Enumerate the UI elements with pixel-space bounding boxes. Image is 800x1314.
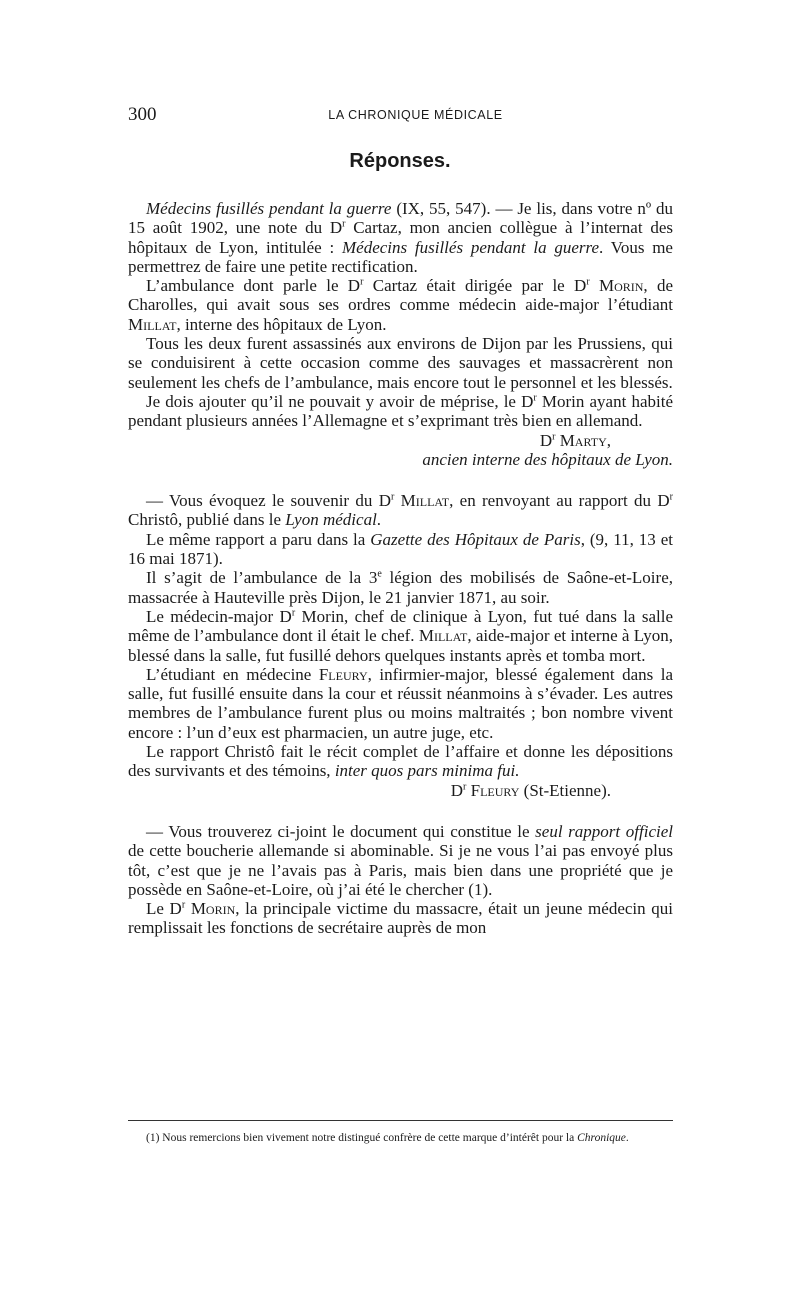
superscript: r [391, 491, 395, 503]
page-header [128, 104, 673, 130]
person-name: Fleury [318, 664, 368, 684]
signature-name: Fleury [466, 780, 520, 800]
text: Cartaz était dirigée par le D [363, 276, 587, 296]
superscript: r [291, 607, 296, 619]
signature [128, 781, 673, 800]
paragraph [128, 742, 673, 781]
text: Christô, publié dans le [128, 510, 286, 530]
text: Morin, chef de clinique à Lyon, fut tué dans la salle même de l’ambulance dont il était le chef. [128, 606, 673, 646]
text: . [376, 510, 382, 530]
paragraph [128, 899, 673, 938]
article-body [128, 199, 673, 938]
text: Le médecin-major D [146, 606, 292, 626]
paragraph [128, 568, 673, 607]
text: D [450, 780, 464, 800]
paragraph [128, 276, 673, 334]
paragraph [128, 491, 673, 530]
text: L’ambulance dont parle le D [146, 276, 361, 296]
page-number: 300 [128, 104, 157, 125]
spacer [128, 800, 673, 822]
person-name: Morin [185, 899, 236, 919]
paragraph [128, 822, 673, 899]
paragraph [128, 607, 673, 665]
text: Il s’agit de l’ambulance de la 3 [146, 568, 378, 588]
journal-title: Gazette des Hôpitaux de Paris [370, 529, 581, 549]
section-title: Réponses. [349, 150, 451, 172]
paragraph: Tous les deux furent assassinés aux environs de Dijon par les Prussiens, qui se conduisirent à cette occasion comme des sauvages et massacrèrent non seulement les chefs de l’ambulance, mais encore tout le personnel et les blessés. [128, 334, 673, 392]
text: Morin ayant habité pendant plusieurs années l’Allemagne et s’exprimant très bien en allemand. [128, 391, 673, 431]
person-name: Millat [128, 314, 177, 334]
footnote [128, 1130, 673, 1146]
text: , aide-major et interne à Lyon, blessé dans la salle, fut fusillé dehors quelques instants après et tomba mort. [128, 626, 673, 665]
superscript: r [181, 899, 186, 911]
text: , la principale victime du massacre, était un jeune médecin qui remplissait les fonctions de secrétaire auprès de mon [128, 899, 673, 938]
superscript: r [669, 491, 673, 503]
running-title: LA CHRONIQUE MÉDICALE [328, 108, 503, 122]
cited-title: Médecins fusillés pendant la guerre [341, 237, 600, 257]
text: , en renvoyant au rapport du D [449, 491, 670, 511]
text: D [539, 430, 553, 450]
text: (1) Nous remercions bien vivement notre distingué confrère de cette marque d’intérêt pour la [146, 1132, 578, 1144]
text: , infirmier-major, blessé également dans la salle, fut fusillé ensuite dans la cour et réussit néanmoins à s’évader. Les autres membres de l’ambulance furent plus ou moins maltraités ; bon nombre vivent encore : l’un d’eux est pharmacien, un autre juge, etc. [128, 664, 673, 742]
footnote-divider [128, 1120, 673, 1121]
text: ancien interne des hôpitaux de Lyon. [422, 449, 673, 469]
text: — Vous évoquez le souvenir du D [146, 491, 391, 511]
superscript: r [533, 392, 537, 404]
text: de cette boucherie allemande si abominable. Si je ne vous l’ai pas envoyé plus tôt, c’est que je ne l’avais pas à Paris, mais bien dans une propriété que je possède en Saône-et-Loire, où j’ai été le chercher (1). [128, 841, 673, 899]
text: légion des mobilisés de Saône-et-Loire, massacrée à Hauteville près Dijon, le 21 janvier 1871, au soir. [128, 568, 673, 607]
text: L’étudiant en médecine [146, 664, 319, 684]
superscript: r [552, 430, 556, 442]
text: , de Charolles, qui avait sous ses ordres comme médecin aide-major l’étudiant [128, 276, 674, 315]
signature [128, 431, 673, 450]
paragraph [128, 199, 673, 276]
journal-title: Lyon médical [285, 510, 377, 530]
superscript: r [360, 276, 364, 288]
text: (IX, 55, 547). — Je lis, dans votre nº du 15 août 1902, une note du D [128, 199, 673, 238]
spacer [128, 469, 673, 491]
signature-title [128, 450, 673, 469]
paragraph [128, 665, 673, 742]
signature-place: (St-Etienne). [519, 780, 611, 800]
text: Je dois ajouter qu’il ne pouvait y avoir de méprise, le D [146, 391, 534, 411]
text: Le même rapport a paru dans la [146, 529, 371, 549]
text: Le rapport Christô fait le récit complet de l’affaire et donne les dépositions des survivants et des témoins, [128, 742, 673, 781]
superscript: r [342, 218, 346, 230]
superscript: e [377, 568, 382, 580]
text: — Vous trouverez ci-joint le document qui constitue le [146, 821, 536, 841]
emphasis: seul rapport officiel [535, 821, 673, 841]
text: Le D [146, 899, 182, 919]
person-name: Millat [394, 491, 450, 511]
text: , (9, 11, 13 et 16 mai 1871). [128, 529, 673, 569]
paragraph [128, 530, 673, 569]
person-name: Millat [418, 626, 468, 646]
query-title: Médecins fusillés pendant la guerre [146, 199, 392, 218]
signature-name: Marty, [555, 430, 611, 450]
text: , interne des hôpitaux de Lyon. [176, 314, 387, 334]
superscript: r [463, 780, 467, 792]
superscript: r [586, 276, 590, 288]
text: Cartaz, mon ancien collègue à l’internat des hôpitaux de Lyon, intitulée : [128, 218, 673, 257]
latin-quote: inter quos pars minima fui. [334, 761, 520, 781]
person-name: Morin [589, 276, 644, 296]
text: . Vous me permettrez de faire une petite rectification. [128, 237, 673, 276]
emphasis: Chronique [577, 1132, 626, 1144]
paragraph [128, 392, 673, 431]
text: . [625, 1132, 629, 1144]
